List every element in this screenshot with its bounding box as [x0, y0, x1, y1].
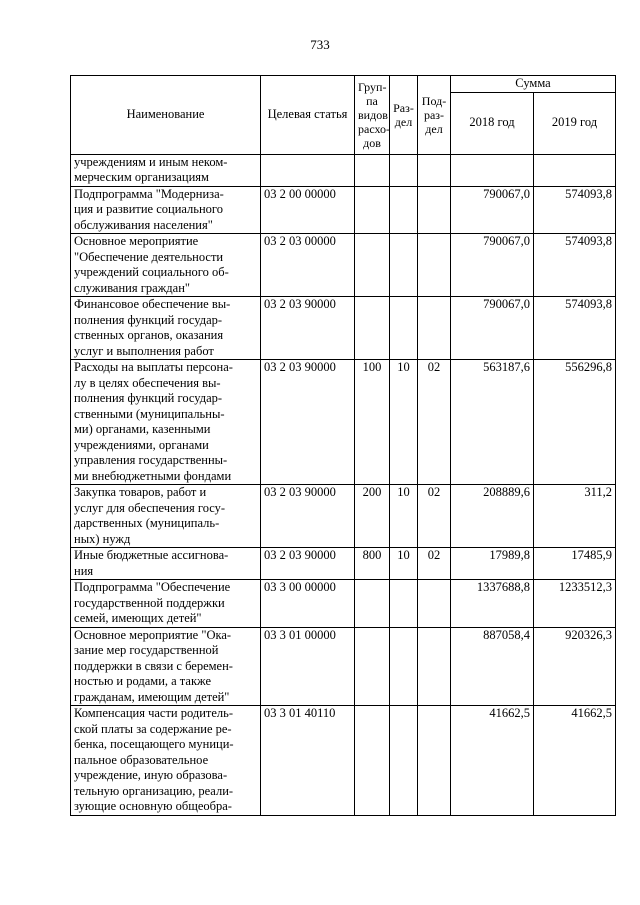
cell-section [390, 706, 418, 816]
cell-group: 200 [355, 485, 390, 548]
cell-2019: 311,2 [534, 485, 616, 548]
cell-section [390, 297, 418, 360]
cell-target-code: 03 2 00 00000 [261, 186, 355, 234]
cell-target-code: 03 2 03 90000 [261, 485, 355, 548]
cell-target-code: 03 2 03 90000 [261, 548, 355, 580]
cell-section [390, 234, 418, 297]
cell-target-code: 03 3 01 40110 [261, 706, 355, 816]
cell-2018: 887058,4 [451, 627, 534, 706]
cell-name: Подпрограмма "Обеспечение государственной поддержки семей, имеющих детей" [71, 580, 261, 628]
cell-2019: 574093,8 [534, 234, 616, 297]
cell-2019: 1233512,3 [534, 580, 616, 628]
cell-2018: 790067,0 [451, 297, 534, 360]
cell-2019: 920326,3 [534, 627, 616, 706]
cell-2018: 790067,0 [451, 186, 534, 234]
cell-target-code: 03 3 00 00000 [261, 580, 355, 628]
table-row [71, 580, 616, 628]
cell-name: Расходы на выплаты персона- лу в целях обеспечения вы- полнения функций государ- ственными (муниципальны- ми) органами, казенными учреждениями, органами управления государственны- ми внебюджетными фондами [71, 360, 261, 485]
table-body [71, 154, 616, 815]
table-row [71, 297, 616, 360]
cell-subsection: 02 [418, 360, 451, 485]
cell-target-code: 03 2 03 90000 [261, 360, 355, 485]
table-row [71, 234, 616, 297]
cell-group [355, 297, 390, 360]
cell-section: 10 [390, 360, 418, 485]
cell-name: Иные бюджетные ассигнова- ния [71, 548, 261, 580]
cell-name: Подпрограмма "Модерниза- ция и развитие социального обслуживания населения" [71, 186, 261, 234]
cell-name: Компенсация части родитель- ской платы за содержание ре- бенка, посещающего муници- пальное образовательное учреждение, иную образова- тельную организацию, реали- зующие основную общеобра- [71, 706, 261, 816]
cell-target-code: 03 2 03 00000 [261, 234, 355, 297]
table-row [71, 186, 616, 234]
cell-group [355, 154, 390, 186]
cell-section: 10 [390, 548, 418, 580]
cell-subsection [418, 580, 451, 628]
header-2019: 2019 год [534, 92, 616, 154]
cell-2018: 41662,5 [451, 706, 534, 816]
cell-target-code [261, 154, 355, 186]
cell-name: учреждениям и иным неком- мерческим организациям [71, 154, 261, 186]
cell-2019: 556296,8 [534, 360, 616, 485]
cell-2019: 41662,5 [534, 706, 616, 816]
header-group: Груп-па видов расхо-дов [355, 76, 390, 155]
header-2018: 2018 год [451, 92, 534, 154]
cell-section: 10 [390, 485, 418, 548]
cell-section [390, 186, 418, 234]
cell-2019 [534, 154, 616, 186]
cell-section [390, 627, 418, 706]
table-row [71, 706, 616, 816]
cell-subsection [418, 627, 451, 706]
cell-2018 [451, 154, 534, 186]
cell-group [355, 706, 390, 816]
cell-2019: 574093,8 [534, 297, 616, 360]
cell-subsection [418, 154, 451, 186]
cell-2018: 1337688,8 [451, 580, 534, 628]
table-row [71, 627, 616, 706]
cell-subsection: 02 [418, 548, 451, 580]
cell-target-code: 03 2 03 90000 [261, 297, 355, 360]
cell-subsection [418, 234, 451, 297]
cell-name: Основное мероприятие "Обеспечение деятельности учреждений социального об- служивания граждан" [71, 234, 261, 297]
cell-subsection [418, 297, 451, 360]
cell-name: Основное мероприятие "Ока- зание мер государственной поддержки в связи с беремен- ностью и родами, а также гражданам, имеющим детей" [71, 627, 261, 706]
cell-name: Финансовое обеспечение вы- полнения функций государ- ственных органов, оказания услуг и выполнения работ [71, 297, 261, 360]
cell-target-code: 03 3 01 00000 [261, 627, 355, 706]
cell-subsection: 02 [418, 485, 451, 548]
cell-2019: 17485,9 [534, 548, 616, 580]
cell-group [355, 580, 390, 628]
cell-2018: 563187,6 [451, 360, 534, 485]
header-name: Наименование [71, 76, 261, 155]
table-row [71, 548, 616, 580]
cell-group: 800 [355, 548, 390, 580]
header-target: Целевая статья [261, 76, 355, 155]
table-row [71, 360, 616, 485]
cell-group [355, 186, 390, 234]
table-row [71, 485, 616, 548]
cell-2018: 208889,6 [451, 485, 534, 548]
cell-section [390, 154, 418, 186]
table-row [71, 154, 616, 186]
cell-section [390, 580, 418, 628]
cell-name: Закупка товаров, работ и услуг для обеспечения госу- дарственных (муниципаль- ных) нужд [71, 485, 261, 548]
cell-subsection [418, 706, 451, 816]
cell-2018: 790067,0 [451, 234, 534, 297]
cell-group: 100 [355, 360, 390, 485]
cell-2019: 574093,8 [534, 186, 616, 234]
header-section: Раз-дел [390, 76, 418, 155]
budget-table [70, 75, 616, 816]
page-number: 733 [310, 37, 330, 52]
cell-group [355, 627, 390, 706]
cell-group [355, 234, 390, 297]
header-subsection: Под-раз-дел [418, 76, 451, 155]
header-sum: Сумма [451, 76, 616, 93]
cell-2018: 17989,8 [451, 548, 534, 580]
cell-subsection [418, 186, 451, 234]
